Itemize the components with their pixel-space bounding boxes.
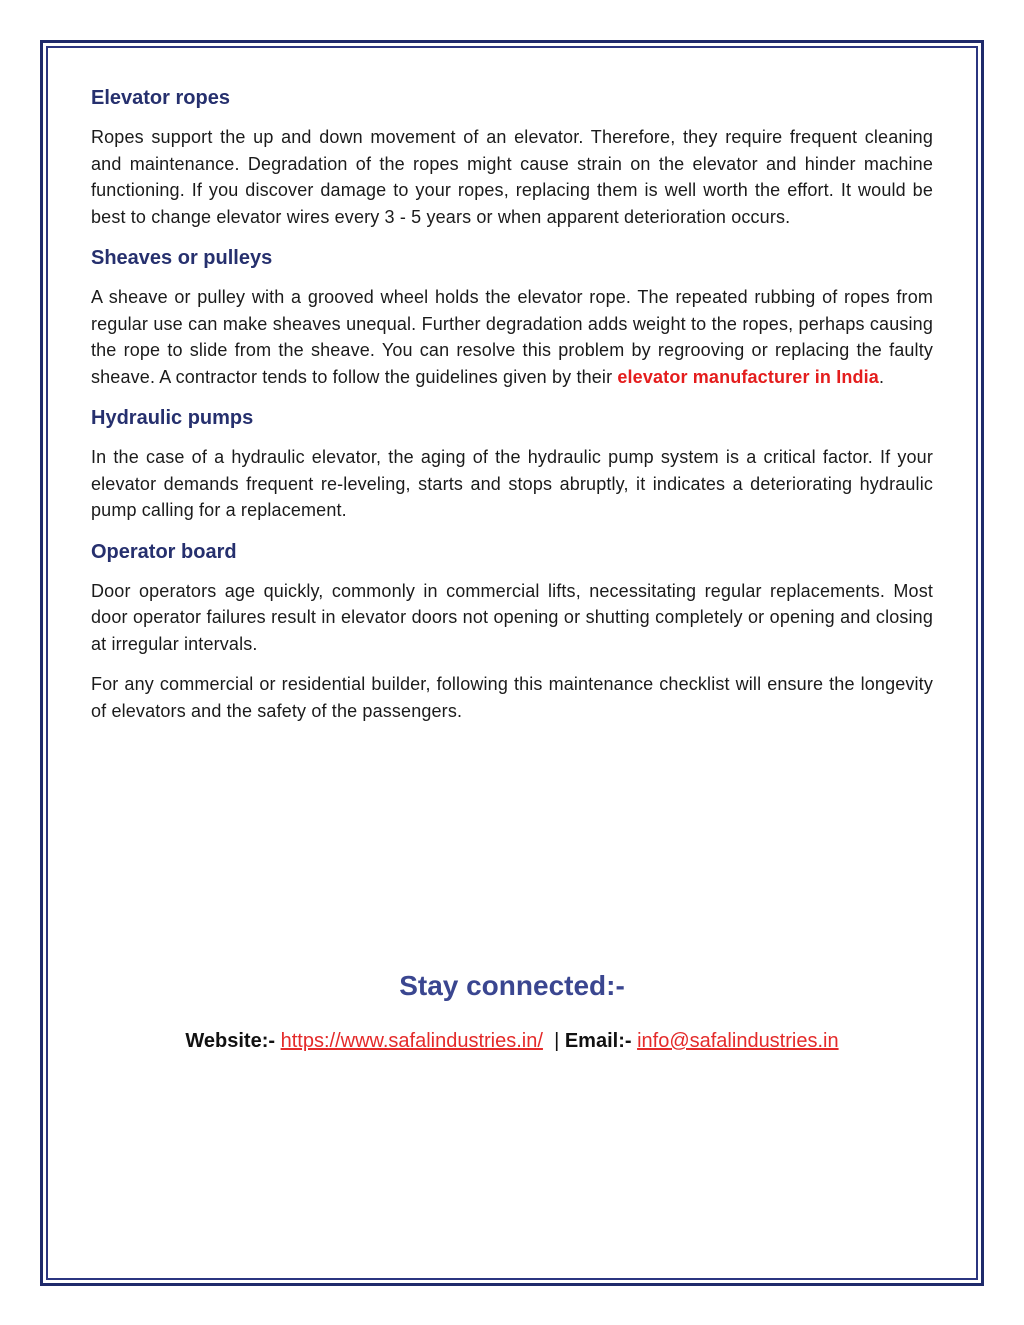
contact-separator: | [554, 1030, 560, 1052]
heading-elevator-ropes: Elevator ropes [91, 87, 230, 109]
heading-operator-board: Operator board [91, 540, 237, 563]
paragraph-closing: For any commercial or residential builder, following this maintenance checklist will ensure the longevity of elevators and the safety of the passengers. [91, 674, 933, 721]
elevator-manufacturer-link[interactable]: elevator manufacturer in India [617, 366, 879, 387]
paragraph-sheaves-text: A sheave or pulley with a grooved wheel holds the elevator rope. The repeated rubbing of ropes from regular use can make sheaves unequal. Further degradation adds weight to the ropes, perhaps causing the rope to slide from the sheave. You can resolve this problem by regrooving or replacing the faulty sheave. A contractor tends to follow the guidelines given by their [91, 287, 933, 387]
website-label: Website:- [185, 1030, 276, 1052]
paragraph-sheaves-end: . [878, 366, 885, 387]
email-label: Email:- [564, 1030, 632, 1052]
email-link[interactable]: info@safalindustries.in [637, 1030, 839, 1052]
contact-line [0, 1027, 1024, 1055]
heading-hydraulic-pumps: Hydraulic pumps [91, 407, 254, 429]
paragraph-sheaves-or-pulleys [91, 284, 933, 390]
website-link[interactable]: https://www.safalindustries.in/ [280, 1030, 543, 1052]
paragraph-elevator-ropes: Ropes support the up and down movement of an elevator. Therefore, they require frequent cleaning and maintenance. Degradation of the ropes might cause strain on the elevator and hinder machine functioning. If you discover damage to your ropes, replacing them is well worth the effort. It would be best to change elevator wires every 3 - 5 years or when apparent deterioration occurs. [91, 127, 933, 227]
document-body [91, 84, 933, 738]
paragraph-hydraulic-pumps: In the case of a hydraulic elevator, the aging of the hydraulic pump system is a critical factor. If your elevator demands frequent re-leveling, starts and stops abruptly, it indicates a deteriorating hydraulic pump calling for a replacement. [91, 447, 933, 520]
paragraph-operator-board: Door operators age quickly, commonly in commercial lifts, necessitating regular replacements. Most door operator failures result in elevator doors not opening or shutting completely or opening and closing at irregular intervals. [91, 580, 933, 654]
heading-sheaves-or-pulleys: Sheaves or pulleys [91, 247, 273, 269]
stay-connected-title: Stay connected:- [399, 970, 625, 1001]
